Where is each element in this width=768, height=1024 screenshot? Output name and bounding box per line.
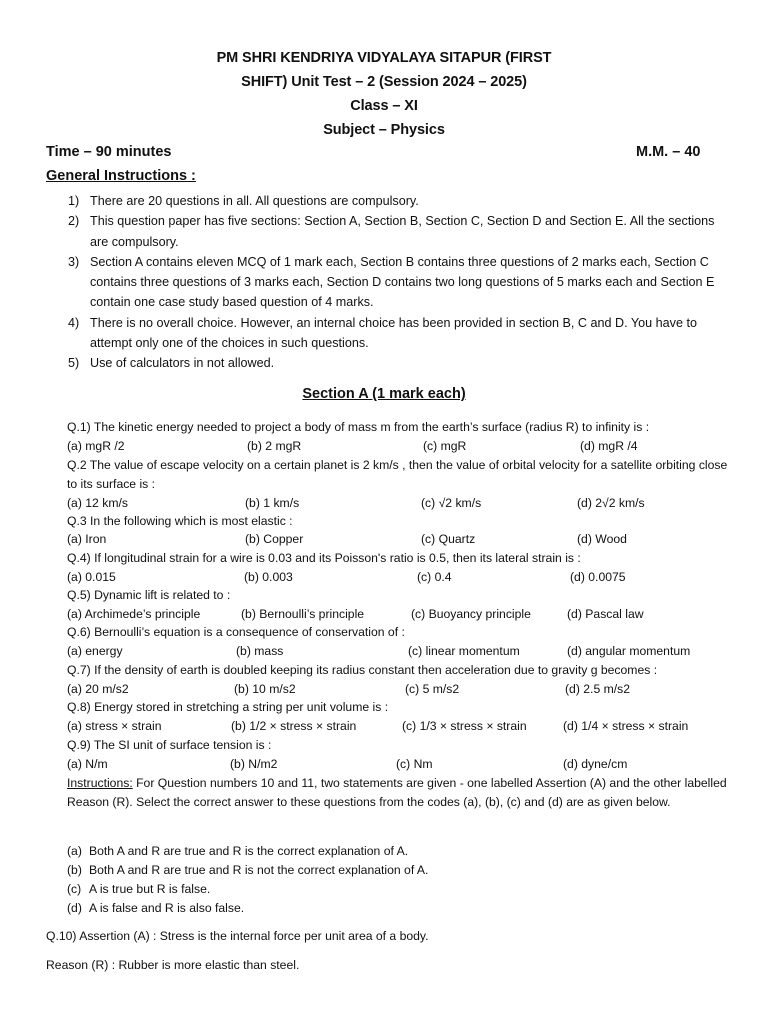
code-label: (b) (67, 863, 82, 877)
option-c: (c) mgR (423, 439, 467, 453)
option-d: (d) Wood (577, 532, 627, 546)
option-a: (a) N/m (67, 757, 108, 771)
option-c: (c) 0.4 (417, 570, 452, 584)
option-b: (b) 2 mgR (247, 439, 302, 453)
option-d: (d) 2.5 m/s2 (565, 682, 631, 696)
code-text: A is false and R is also false. (89, 901, 245, 915)
option-d: (d) dyne/cm (563, 757, 628, 771)
instruction-item (68, 353, 728, 373)
instruction-text: There are 20 questions in all. All questions are compulsory. (90, 194, 419, 208)
option-b: (b) mass (236, 644, 284, 658)
instruction-number: 2) (68, 214, 80, 229)
option-c: (c) Nm (396, 757, 433, 771)
option-b: (b) Copper (245, 532, 304, 546)
question-8-options (0, 717, 768, 735)
question-5-options (0, 605, 768, 623)
option-b: (b) Bernoulli’s principle (241, 607, 365, 621)
section-a-title: Section A (1 mark each) (302, 386, 466, 402)
question-9-text: Q.9) The SI unit of surface tension is : (67, 738, 272, 752)
code-text: Both A and R are true and R is the correct explanation of A. (89, 844, 409, 858)
option-b: (b) 1/2 × stress × strain (231, 719, 357, 733)
question-4-options (0, 568, 768, 586)
option-a: (a) stress × strain (67, 719, 162, 733)
instruction-number: 1) (68, 194, 80, 208)
option-d: (d) 2√2 km/s (577, 496, 645, 510)
question-8-text: Q.8) Energy stored in stretching a string per unit volume is : (67, 700, 389, 714)
option-d: (d) mgR /4 (580, 439, 638, 453)
question-9-options (0, 755, 768, 773)
code-item (67, 842, 428, 861)
assertion-reason-instructions (67, 774, 732, 812)
question-3-text: Q.3 In the following which is most elastic : (67, 514, 293, 528)
code-label: (d) (67, 901, 82, 915)
option-d: (d) 1/4 × stress × strain (563, 719, 689, 733)
class-title: Class – XI (350, 98, 418, 114)
option-a: (a) mgR /2 (67, 439, 125, 453)
general-instructions-list (68, 191, 728, 374)
question-1-options (0, 437, 768, 455)
code-label: (c) (67, 882, 82, 896)
instruction-item (68, 191, 728, 211)
option-d: (d) angular momentum (567, 644, 691, 658)
max-marks: M.M. – 40 (636, 144, 701, 160)
question-5-text: Q.5) Dynamic lift is related to : (67, 588, 231, 602)
option-c: (c) Buoyancy principle (411, 607, 531, 621)
question-6-options (0, 642, 768, 660)
option-a: (a) 20 m/s2 (67, 682, 129, 696)
instruction-number: 5) (68, 356, 80, 371)
instruction-text: Use of calculators in not allowed. (90, 356, 275, 371)
instructions-text: For Question numbers 10 and 11, two statements are given - one labelled Assertion (A) and the other labelled Reason (R). Select the correct answer to these questions from the codes (a), (b), (c) and (d) are as given below. (67, 776, 727, 809)
option-c: (c) 5 m/s2 (405, 682, 460, 696)
question-10-reason: Reason (R) : Rubber is more elastic than steel. (46, 958, 300, 972)
time-allowed: Time – 90 minutes (46, 144, 172, 160)
code-text: A is true but R is false. (89, 882, 211, 896)
question-7-options (0, 680, 768, 698)
assertion-reason-codes (67, 842, 428, 918)
general-instructions-title: General Instructions : (46, 168, 196, 184)
option-d: (d) 0.0075 (570, 570, 626, 584)
option-a: (a) Archimede’s principle (67, 607, 201, 621)
instruction-number: 3) (68, 254, 80, 269)
option-b: (b) 1 km/s (245, 496, 300, 510)
question-2-text: Q.2 The value of escape velocity on a certain planet is 2 km/s , then the value of orbital velocity for a satellite orbiting close to its surface is : (67, 458, 728, 491)
option-a: (a) 12 km/s (67, 496, 128, 510)
option-b: (b) 10 m/s2 (234, 682, 296, 696)
option-a: (a) energy (67, 644, 123, 658)
school-name-line1: PM SHRI KENDRIYA VIDYALAYA SITAPUR (FIRST (216, 50, 552, 66)
option-c: (c) Quartz (421, 532, 476, 546)
code-item (67, 880, 428, 899)
question-4-text: Q.4) If longitudinal strain for a wire is 0.03 and its Poisson's ratio is 0.5, then its lateral strain is : (67, 551, 581, 565)
question-2-options (0, 494, 768, 512)
instructions-label: Instructions: (67, 776, 133, 790)
option-c: (c) 1/3 × stress × strain (402, 719, 527, 733)
instruction-text: This question paper has five sections: Section A, Section B, Section C, Section D and Section E. All the sections are compulsory. (90, 214, 715, 249)
code-text: Both A and R are true and R is not the correct explanation of A. (89, 863, 429, 877)
instruction-text: There is no overall choice. However, an internal choice has been provided in section B, C and D. You have to attempt only one of the choices in such questions. (90, 315, 697, 351)
option-c: (c) linear momentum (408, 644, 520, 658)
instruction-text: Section A contains eleven MCQ of 1 mark each, Section B contains three questions of 2 marks each, Section C contains three questions of 3 marks each, Section D contains two long questions of 5 marks each and Section E contain one case study based question of 4 marks. (90, 254, 715, 310)
code-item (67, 899, 428, 918)
code-label: (a) (67, 844, 82, 858)
option-b: (b) 0.003 (244, 570, 293, 584)
option-d: (d) Pascal law (567, 607, 644, 621)
question-7-text: Q.7) If the density of earth is doubled keeping its radius constant then acceleration due to gravity g becomes : (67, 663, 658, 677)
school-name-line2: SHIFT) Unit Test – 2 (Session 2024 – 2025) (241, 74, 527, 90)
code-item (67, 861, 428, 880)
subject-title: Subject – Physics (323, 122, 445, 138)
instruction-item (68, 252, 728, 313)
option-a: (a) 0.015 (67, 570, 116, 584)
instruction-item (68, 211, 728, 252)
option-a: (a) Iron (67, 532, 107, 546)
question-6-text: Q.6) Bernoulli’s equation is a consequence of conservation of : (67, 625, 405, 639)
instruction-item (68, 313, 728, 354)
instruction-number: 4) (68, 315, 80, 330)
option-c: (c) √2 km/s (421, 496, 482, 510)
question-1-text: Q.1) The kinetic energy needed to project a body of mass m from the earth’s surface (radius R) to infinity is : (67, 420, 650, 434)
question-10-assertion: Q.10) Assertion (A) : Stress is the internal force per unit area of a body. (46, 929, 429, 943)
option-b: (b) N/m2 (230, 757, 278, 771)
question-3-options (0, 530, 768, 548)
